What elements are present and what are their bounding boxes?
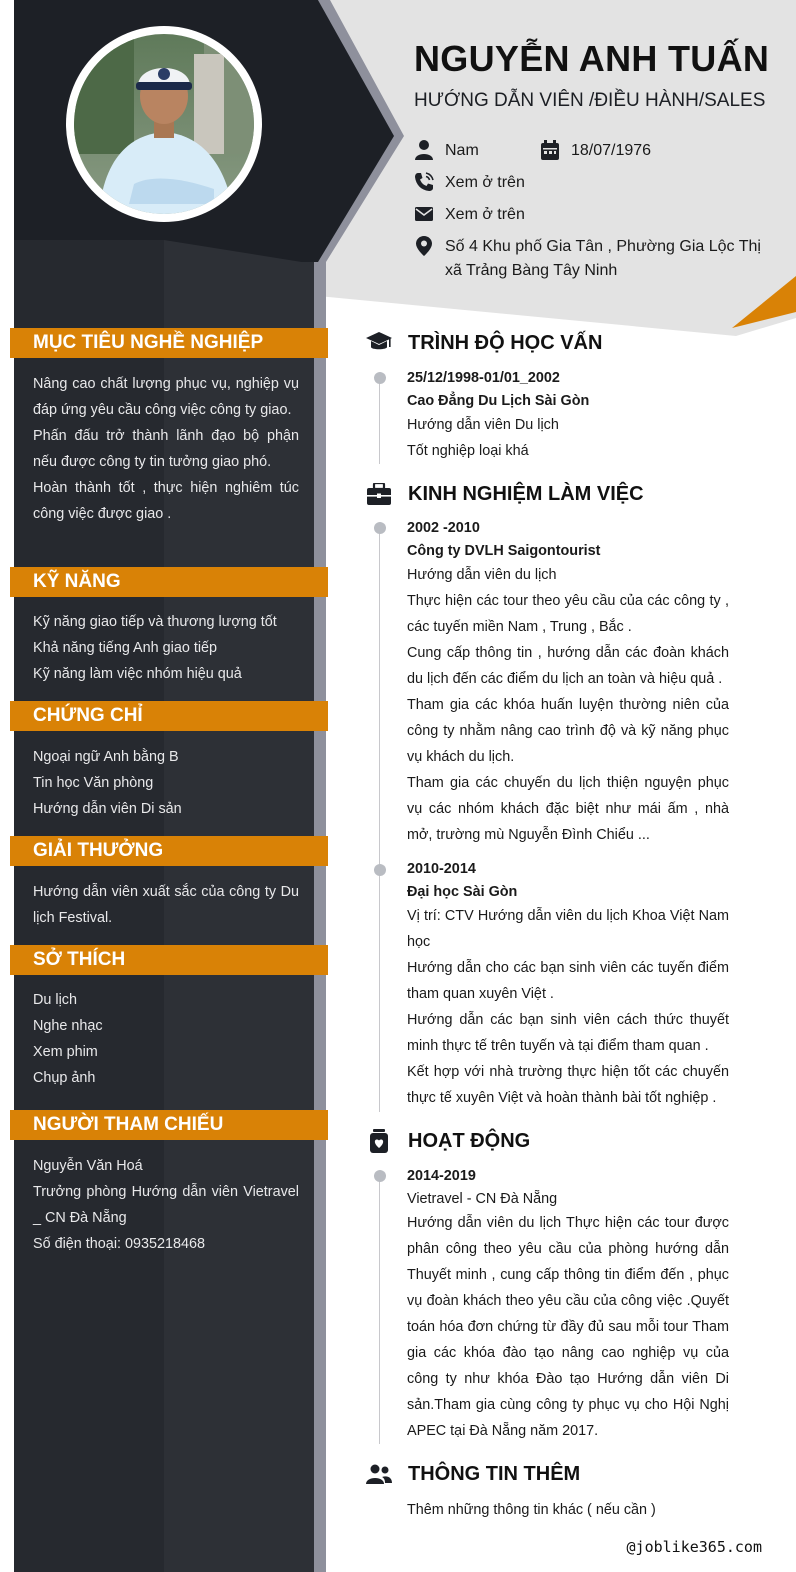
awards-list [33,879,299,931]
objective-line: Hoàn thành tốt , thực hiện nghiêm túc công việc được giao . [33,480,299,522]
activities-org: Vietravel - CN Đà Nẵng [407,1191,558,1207]
experience-company: Công ty DVLH Saigontourist [407,543,601,559]
badge-heart-icon [366,1128,392,1154]
avatar [66,26,262,222]
experience-line: Tham gia các khóa huấn luyện thường niên của công ty nhằm nâng cao trình độ và kỹ năng phục vụ khách du lịch. [407,697,729,765]
envelope-icon [414,203,434,225]
experience-line: Hướng dẫn cho các bạn sinh viên các tuyến điểm tham quan xuyên Việt . [407,960,729,1002]
experience-heading [366,481,644,507]
candidate-name: NGUYỄN ANH TUẤN [414,38,770,79]
reference-item: Số điện thoại: 0935218468 [33,1236,206,1252]
email-value: Xem ở trên [445,206,525,223]
timeline-dot [374,864,386,876]
reference-item: Trưởng phòng Hướng dẫn viên Vietravel _ CN Đà Nẵng [33,1184,299,1226]
email-row [414,203,525,227]
education-school: Cao Đẳng Du Lịch Sài Gòn [407,393,590,409]
profile-photo [74,34,254,214]
experience-title: KINH NGHIỆM LÀM VIỆC [408,482,644,505]
gender-row [414,139,479,163]
activities-heading [366,1128,530,1154]
experience-line: Thực hiện các tour theo yêu cầu của các công ty , các tuyến miền Nam , Trung , Bắc . [407,593,729,635]
experience-position: Vị trí: CTV Hướng dẫn viên du lịch Khoa Việt Nam học [407,908,729,950]
award-item: Hướng dẫn viên xuất sắc của công ty Du lịch Festival. [33,884,299,926]
experience-entry [407,857,729,1111]
education-line: Tốt nghiệp loại khá [407,443,529,459]
objective-line: Nâng cao chất lượng phục vụ, nghiệp vụ đáp ứng yêu cầu công việc công ty giao. [33,376,299,418]
experience-date: 2010-2014 [407,861,476,877]
activities-title: HOẠT ĐỘNG [408,1129,531,1152]
activities-date: 2014-2019 [407,1168,476,1184]
experience-timeline [379,528,380,1112]
hobby-item: Xem phim [33,1044,98,1060]
references-heading: NGƯỜI THAM CHIẾU [10,1110,328,1140]
graduation-cap-icon [366,330,392,356]
map-pin-icon [414,235,434,257]
job-title: HƯỚNG DẪN VIÊN /ĐIỀU HÀNH/SALES [414,90,766,111]
skill-item: Kỹ năng giao tiếp và thương lượng tốt [33,614,277,630]
dob-row [540,139,651,163]
experience-line: Tham gia các chuyến du lịch thiện nguyện phục vụ các nhóm khách đặc biệt như mái ấm , nhà mở, trường mù Nguyễn Đình Chiểu ... [407,775,729,843]
experience-line: Kết hợp với nhà trường thực hiện tốt các chuyến thực tế xuyên Việt và hoàn thành bài tốt nghiệp . [407,1064,729,1106]
timeline-dot [374,1170,386,1182]
gender-value: Nam [445,142,479,159]
skills-heading: KỸ NĂNG [10,567,328,597]
hobby-item: Chụp ảnh [33,1070,96,1086]
education-timeline [379,378,380,464]
experience-entry [407,516,729,848]
reference-item: Nguyễn Văn Hoá [33,1158,143,1174]
objective-body [33,371,299,527]
experience-position: Hướng dẫn viên du lịch [407,567,557,583]
user-icon [414,139,434,161]
skill-item: Kỹ năng làm việc nhóm hiệu quả [33,666,242,682]
hobbies-heading: SỞ THÍCH [10,945,328,975]
experience-line: Hướng dẫn các bạn sinh viên cách thức thuyết minh thực tế trên tuyến và tại điểm tham quan . [407,1012,729,1054]
hobby-item: Du lịch [33,992,77,1008]
phone-row [414,171,525,195]
certificate-item: Hướng dẫn viên Di sản [33,801,182,817]
certificate-item: Tin học Văn phòng [33,775,154,791]
education-entry [407,366,729,464]
education-heading [366,330,602,356]
skill-item: Khả năng tiếng Anh giao tiếp [33,640,218,656]
awards-heading: GIẢI THƯỞNG [10,836,328,866]
activities-entry [407,1164,729,1444]
certificates-heading: CHỨNG CHỈ [10,701,328,731]
objective-line: Phấn đấu trở thành lãnh đạo bộ phận nếu được công ty tin tưởng giao phó. [33,428,299,470]
objective-heading: MỤC TIÊU NGHỀ NGHIỆP [10,328,328,358]
address-row [414,235,774,283]
education-date: 25/12/1998-01/01_2002 [407,370,560,386]
briefcase-icon [366,481,392,507]
hobby-item: Nghe nhạc [33,1018,103,1034]
more-info-heading [366,1461,580,1487]
activities-timeline [379,1176,380,1444]
more-info-title: THÔNG TIN THÊM [408,1462,581,1485]
phone-value: Xem ở trên [445,174,525,191]
watermark: @joblike365.com [626,1538,762,1556]
calendar-icon [540,139,560,161]
timeline-dot [374,372,386,384]
phone-icon [414,171,434,193]
hobbies-list [33,987,299,1091]
certificates-list [33,744,299,822]
dob-value: 18/07/1976 [571,142,652,159]
activities-text: Hướng dẫn viên du lịch Thực hiện các tour được phân công theo yêu cầu của phòng hướng dẫn Thuyết minh , cung cấp thông tin điểm đến , phục vụ đoàn khách theo yêu cầu của công việc .Quyết toán hóa đơn chứng từ đầy đủ sau mỗi tour Tham gia các khóa đào tạo nâng cao nghiệp vụ của công ty như khóa Đào tạo Hướng dẫn viên Di sản.Tham gia cùng công ty phục vụ cho Hội Nghị APEC tại Đà Nẵng năm 2017. [407,1215,729,1439]
users-icon [366,1461,392,1487]
experience-company: Đại học Sài Gòn [407,884,518,900]
education-title: TRÌNH ĐỘ HỌC VẤN [408,331,603,354]
more-info-text: Thêm những thông tin khác ( nếu cần ) [407,1502,656,1518]
timeline-dot [374,522,386,534]
address-value: Số 4 Khu phố Gia Tân , Phường Gia Lộc Thị xã Trảng Bàng Tây Ninh [445,238,761,279]
certificate-item: Ngoại ngữ Anh bằng B [33,749,179,765]
skills-list [33,609,299,687]
education-line: Hướng dẫn viên Du lịch [407,417,559,433]
more-info-entry [407,1497,729,1523]
experience-date: 2002 -2010 [407,520,480,536]
references-list [33,1153,299,1257]
experience-line: Cung cấp thông tin , hướng dẫn các đoàn khách du lịch đến các điểm du lịch an toàn và hiệu quả . [407,645,729,687]
